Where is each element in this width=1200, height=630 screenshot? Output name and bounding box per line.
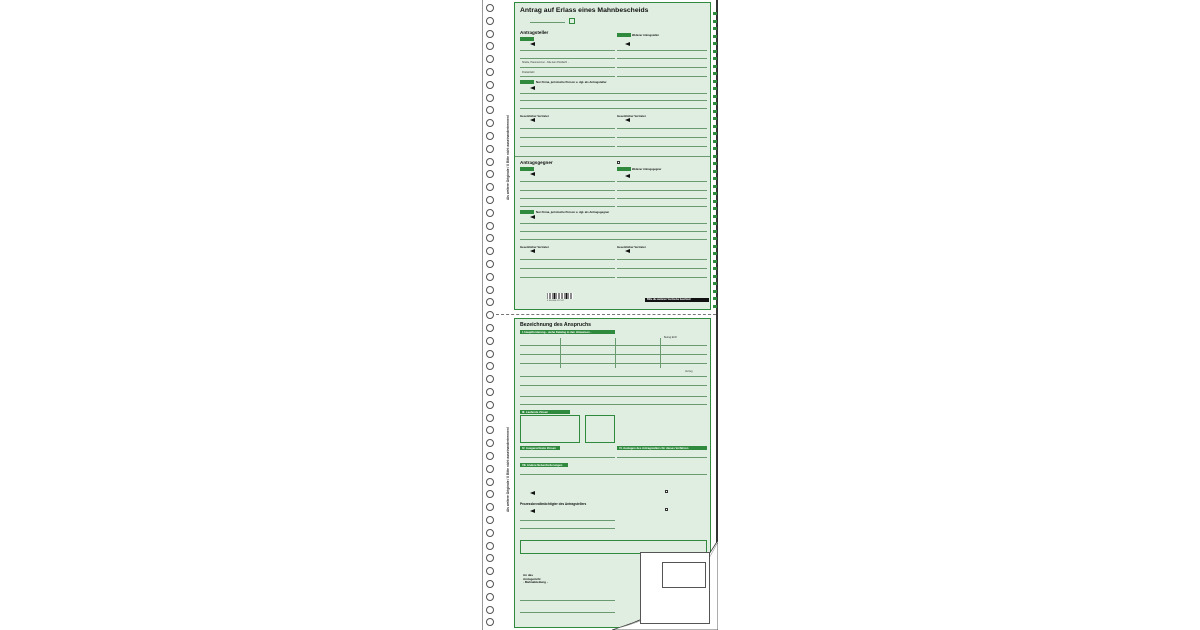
edge-tab xyxy=(713,87,717,90)
feed-hole xyxy=(486,55,494,63)
weiterer-antragsteller-label: Weiterer Antragsteller xyxy=(632,34,659,37)
firma-label: Nur Firma, juristische Person u. dgl. als Antragsteller xyxy=(536,80,607,84)
feed-hole xyxy=(486,311,494,319)
feed-hole xyxy=(486,362,494,370)
weiterer-vorname-field[interactable] xyxy=(617,58,707,59)
feed-hole xyxy=(486,234,494,242)
feed-hole xyxy=(486,478,494,486)
feed-hole xyxy=(486,158,494,166)
gericht-ort-field[interactable] xyxy=(520,600,615,601)
firma-strasse-field[interactable] xyxy=(520,108,707,109)
feed-hole xyxy=(486,17,494,25)
anzahl-box[interactable] xyxy=(569,18,575,24)
feed-hole xyxy=(486,30,494,38)
feed-hole xyxy=(486,567,494,575)
weiterer-strasse-field[interactable] xyxy=(617,67,707,68)
edge-tab xyxy=(713,260,717,263)
carbon-copy-stamp-box xyxy=(662,562,706,588)
feed-hole xyxy=(486,298,494,306)
sonstiger-anspruch-row[interactable] xyxy=(520,376,707,377)
firma-name-field-2[interactable] xyxy=(520,100,707,101)
edge-tab xyxy=(713,200,717,203)
edge-tab xyxy=(713,245,717,248)
pointer-arrow-icon xyxy=(625,249,630,253)
gesetzlicher-vertreter-gegner-label-2: Gesetzlicher Vertreter xyxy=(617,245,646,249)
sonstiger-anspruch-row-2[interactable] xyxy=(520,385,707,386)
firma-gegner-label: Nur Firma, juristische Person u. dgl. als Antragsgegner xyxy=(536,210,610,214)
antragsgegner-checkbox[interactable] xyxy=(617,161,620,164)
anspruch-row-2[interactable] xyxy=(520,354,707,355)
gegner-vertreter-name-field[interactable] xyxy=(520,259,615,260)
feed-hole xyxy=(486,68,494,76)
edge-tab xyxy=(713,27,717,30)
hauptforderung-bar: I. Hauptforderung - siehe Katalog in den Hinweisen - xyxy=(520,330,615,334)
laufende-zinsen-bar: III. Laufende Zinsen xyxy=(520,410,570,414)
antragsgegner-heading: Antragsgegner xyxy=(520,160,553,165)
feed-hole xyxy=(486,516,494,524)
feed-hole xyxy=(486,554,494,562)
edge-tab xyxy=(713,20,717,23)
feed-hole xyxy=(486,106,494,114)
side-instruction-text: Als weitere Originale / ll Bitte nicht auseinandertrennen! xyxy=(506,115,510,200)
feed-hole xyxy=(486,324,494,332)
feed-hole xyxy=(486,273,494,281)
pointer-arrow-icon xyxy=(530,42,535,46)
firma-gegner-name-field[interactable] xyxy=(520,223,707,224)
plz-label: Postleitzahl xyxy=(522,71,535,74)
firma-gegner-name-field-2[interactable] xyxy=(520,231,707,232)
pointer-arrow-icon xyxy=(625,118,630,122)
feed-hole xyxy=(486,119,494,127)
firma-gegner-strasse-field[interactable] xyxy=(520,239,707,240)
feed-hole xyxy=(486,42,494,50)
firma-name-field[interactable] xyxy=(520,93,707,94)
weiterer-gegner-vorname-field[interactable] xyxy=(617,190,707,191)
gesetzlicher-vertreter-label: Gesetzlicher Vertreter xyxy=(520,114,549,118)
edge-tab xyxy=(713,230,717,233)
pointer-arrow-icon xyxy=(530,86,535,90)
pointer-arrow-icon xyxy=(530,118,535,122)
feed-hole xyxy=(486,183,494,191)
gegner-vertreter2-name-field[interactable] xyxy=(617,259,707,260)
feed-hole xyxy=(486,452,494,460)
feed-hole xyxy=(486,209,494,217)
perforation-line xyxy=(496,314,716,315)
feed-hole xyxy=(486,4,494,12)
weitere-vordrucke-notice: Bitte die weiteren Vordrucke beachten! xyxy=(645,298,709,302)
weiterer-gegner-ort-field[interactable] xyxy=(617,206,707,207)
nebenforderungen-field[interactable] xyxy=(520,474,707,475)
gegner-name-field[interactable] xyxy=(520,181,615,182)
weiterer-gegner-name-field[interactable] xyxy=(617,181,707,182)
an-das-amtsgericht: An das Amtsgericht - Mahnabteilung - xyxy=(523,573,548,585)
edge-tab xyxy=(713,110,717,113)
feed-hole xyxy=(486,286,494,294)
gegner-ort-field[interactable] xyxy=(520,206,615,207)
ausgerechnete-zinsen-bar: IV. Ausgerechnete Zinsen xyxy=(520,446,560,450)
edge-tab xyxy=(713,140,717,143)
edge-tab xyxy=(713,72,717,75)
edge-tab xyxy=(713,65,717,68)
feed-hole xyxy=(486,337,494,345)
column-divider xyxy=(560,338,561,368)
abtretung-row[interactable] xyxy=(520,396,707,397)
feed-hole xyxy=(486,375,494,383)
feed-hole xyxy=(486,439,494,447)
edge-tab xyxy=(713,290,717,293)
anspruch-row-1[interactable] xyxy=(520,345,707,346)
edge-tab xyxy=(713,80,717,83)
edge-tab xyxy=(713,50,717,53)
strasse-label: Straße, Hausnummer - bitte kein Postfach! - xyxy=(522,61,569,64)
feed-hole xyxy=(486,580,494,588)
vertreter-strasse-field[interactable] xyxy=(520,137,615,138)
laufende-zinsen-table[interactable] xyxy=(520,415,580,443)
edge-tab xyxy=(713,185,717,188)
gesetzlicher-vertreter-label-2: Gesetzlicher Vertreter xyxy=(617,114,646,118)
feed-hole xyxy=(486,350,494,358)
gesetzlicher-vertreter-gegner-label: Gesetzlicher Vertreter xyxy=(520,245,549,249)
feed-hole xyxy=(486,388,494,396)
edge-tab xyxy=(713,12,717,15)
vertreter2-strasse-field[interactable] xyxy=(617,137,707,138)
feed-hole xyxy=(486,593,494,601)
barcode-number: 4 004360 017147 xyxy=(547,300,565,302)
feed-hole xyxy=(486,81,494,89)
pointer-arrow-icon xyxy=(530,509,535,513)
edge-tab xyxy=(713,305,717,308)
feed-hole xyxy=(486,170,494,178)
kennziffer-field[interactable] xyxy=(530,22,565,23)
edge-tab xyxy=(713,177,717,180)
edge-tab xyxy=(713,297,717,300)
edge-tab xyxy=(713,35,717,38)
edge-tab xyxy=(713,237,717,240)
feed-hole xyxy=(486,222,494,230)
edge-tab xyxy=(713,222,717,225)
pointer-arrow-icon xyxy=(625,174,630,178)
vertreter2-ort-field[interactable] xyxy=(617,146,707,147)
edge-tab xyxy=(713,147,717,150)
betrag-label: Betrag EUR xyxy=(664,336,677,339)
feed-hole xyxy=(486,196,494,204)
side-instruction-text-2: Als weitere Originale / ll Bitte nicht auseinandertrennen! xyxy=(506,427,510,512)
bevollmaechtigter-strasse-field[interactable] xyxy=(520,520,615,521)
feed-hole xyxy=(486,145,494,153)
form-title: Antrag auf Erlass eines Mahnbescheids xyxy=(520,7,649,14)
pointer-arrow-icon xyxy=(530,249,535,253)
column-divider xyxy=(660,338,661,368)
edge-tab xyxy=(713,170,717,173)
antragsteller-ort-field[interactable] xyxy=(520,76,615,77)
vertreter2-name-field[interactable] xyxy=(617,128,707,129)
edge-tab xyxy=(713,162,717,165)
anspruch-row-3[interactable] xyxy=(520,363,707,364)
andere-nebenforderungen-bar: VII. Andere Nebenforderungen xyxy=(520,463,568,467)
zinsen-zeitraum-table[interactable] xyxy=(585,415,615,443)
tractor-feed-holes xyxy=(484,0,496,630)
verzug-label: Verzug xyxy=(685,370,693,373)
feed-hole xyxy=(486,529,494,537)
edge-tab xyxy=(713,57,717,60)
weiterer-antragsgegner-label: Weiterer Antragsgegner xyxy=(632,168,662,171)
feed-hole xyxy=(486,247,494,255)
feed-hole xyxy=(486,94,494,102)
auslagen-bar: VI. Auslagen des Antragstellers für dieses Verfahren xyxy=(617,446,707,450)
feed-hole xyxy=(486,503,494,511)
feed-hole xyxy=(486,490,494,498)
gegner-vertreter2-strasse-field[interactable] xyxy=(617,268,707,269)
feed-hole xyxy=(486,401,494,409)
pointer-arrow-icon xyxy=(530,172,535,176)
antragsteller-tag xyxy=(520,37,534,41)
feed-hole xyxy=(486,414,494,422)
feed-hole xyxy=(486,542,494,550)
feed-hole xyxy=(486,465,494,473)
edge-tab xyxy=(713,102,717,105)
weiterer-tag xyxy=(617,33,631,37)
auslagen-field[interactable] xyxy=(617,457,707,458)
firma-tag xyxy=(520,80,534,84)
edge-tab xyxy=(713,282,717,285)
edge-tab xyxy=(713,95,717,98)
barcode xyxy=(547,293,573,299)
ausgerechnete-zinsen-field[interactable] xyxy=(520,457,615,458)
section-divider xyxy=(515,156,710,157)
gegner-vertreter-ort-field[interactable] xyxy=(520,277,615,278)
edge-tab xyxy=(713,155,717,158)
gericht-plz-field[interactable] xyxy=(520,612,615,613)
weiterer-gegner-tag xyxy=(617,167,631,171)
edge-tab xyxy=(713,267,717,270)
feed-hole xyxy=(486,132,494,140)
gegner-strasse-field[interactable] xyxy=(520,198,615,199)
gegner-vertreter2-ort-field[interactable] xyxy=(617,277,707,278)
column-divider xyxy=(615,338,616,368)
edge-tab xyxy=(713,252,717,255)
antragsgegner-tag xyxy=(520,167,534,171)
edge-tab xyxy=(713,207,717,210)
weiterer-ort-field[interactable] xyxy=(617,76,707,77)
abtretung-row-2[interactable] xyxy=(520,404,707,405)
antragsteller-vorname-field[interactable] xyxy=(520,58,615,59)
edge-tab xyxy=(713,215,717,218)
weiterer-name-field[interactable] xyxy=(617,50,707,51)
pointer-arrow-icon xyxy=(530,215,535,219)
vollmacht-checkbox[interactable] xyxy=(665,508,668,511)
edge-tab xyxy=(713,125,717,128)
feed-hole xyxy=(486,618,494,626)
antragsteller-strasse-field[interactable] xyxy=(520,67,615,68)
prozessbevollmaechtigter-heading: Prozessbevollmächtigter des Antragstellers xyxy=(520,502,587,506)
antragsteller-name-field[interactable] xyxy=(520,50,615,51)
feed-hole xyxy=(486,426,494,434)
edge-tab xyxy=(713,275,717,278)
vertreter-name-field[interactable] xyxy=(520,128,615,129)
pointer-arrow-icon xyxy=(625,42,630,46)
edge-tab xyxy=(713,192,717,195)
gegner-vertreter-strasse-field[interactable] xyxy=(520,268,615,269)
streitiges-verfahren-checkbox[interactable] xyxy=(665,490,668,493)
gegner-vorname-field[interactable] xyxy=(520,190,615,191)
anspruch-title: Bezeichnung des Anspruchs xyxy=(520,322,592,328)
feed-hole xyxy=(486,260,494,268)
weiterer-gegner-strasse-field[interactable] xyxy=(617,198,707,199)
edge-tab xyxy=(713,42,717,45)
edge-tab xyxy=(713,117,717,120)
feed-hole xyxy=(486,606,494,614)
bevollmaechtigter-ort-field[interactable] xyxy=(520,528,615,529)
vertreter-ort-field[interactable] xyxy=(520,146,615,147)
antragsteller-heading: Antragsteller xyxy=(520,30,549,35)
pointer-arrow-icon xyxy=(530,491,535,495)
firma-gegner-tag xyxy=(520,210,534,214)
edge-tab xyxy=(713,132,717,135)
